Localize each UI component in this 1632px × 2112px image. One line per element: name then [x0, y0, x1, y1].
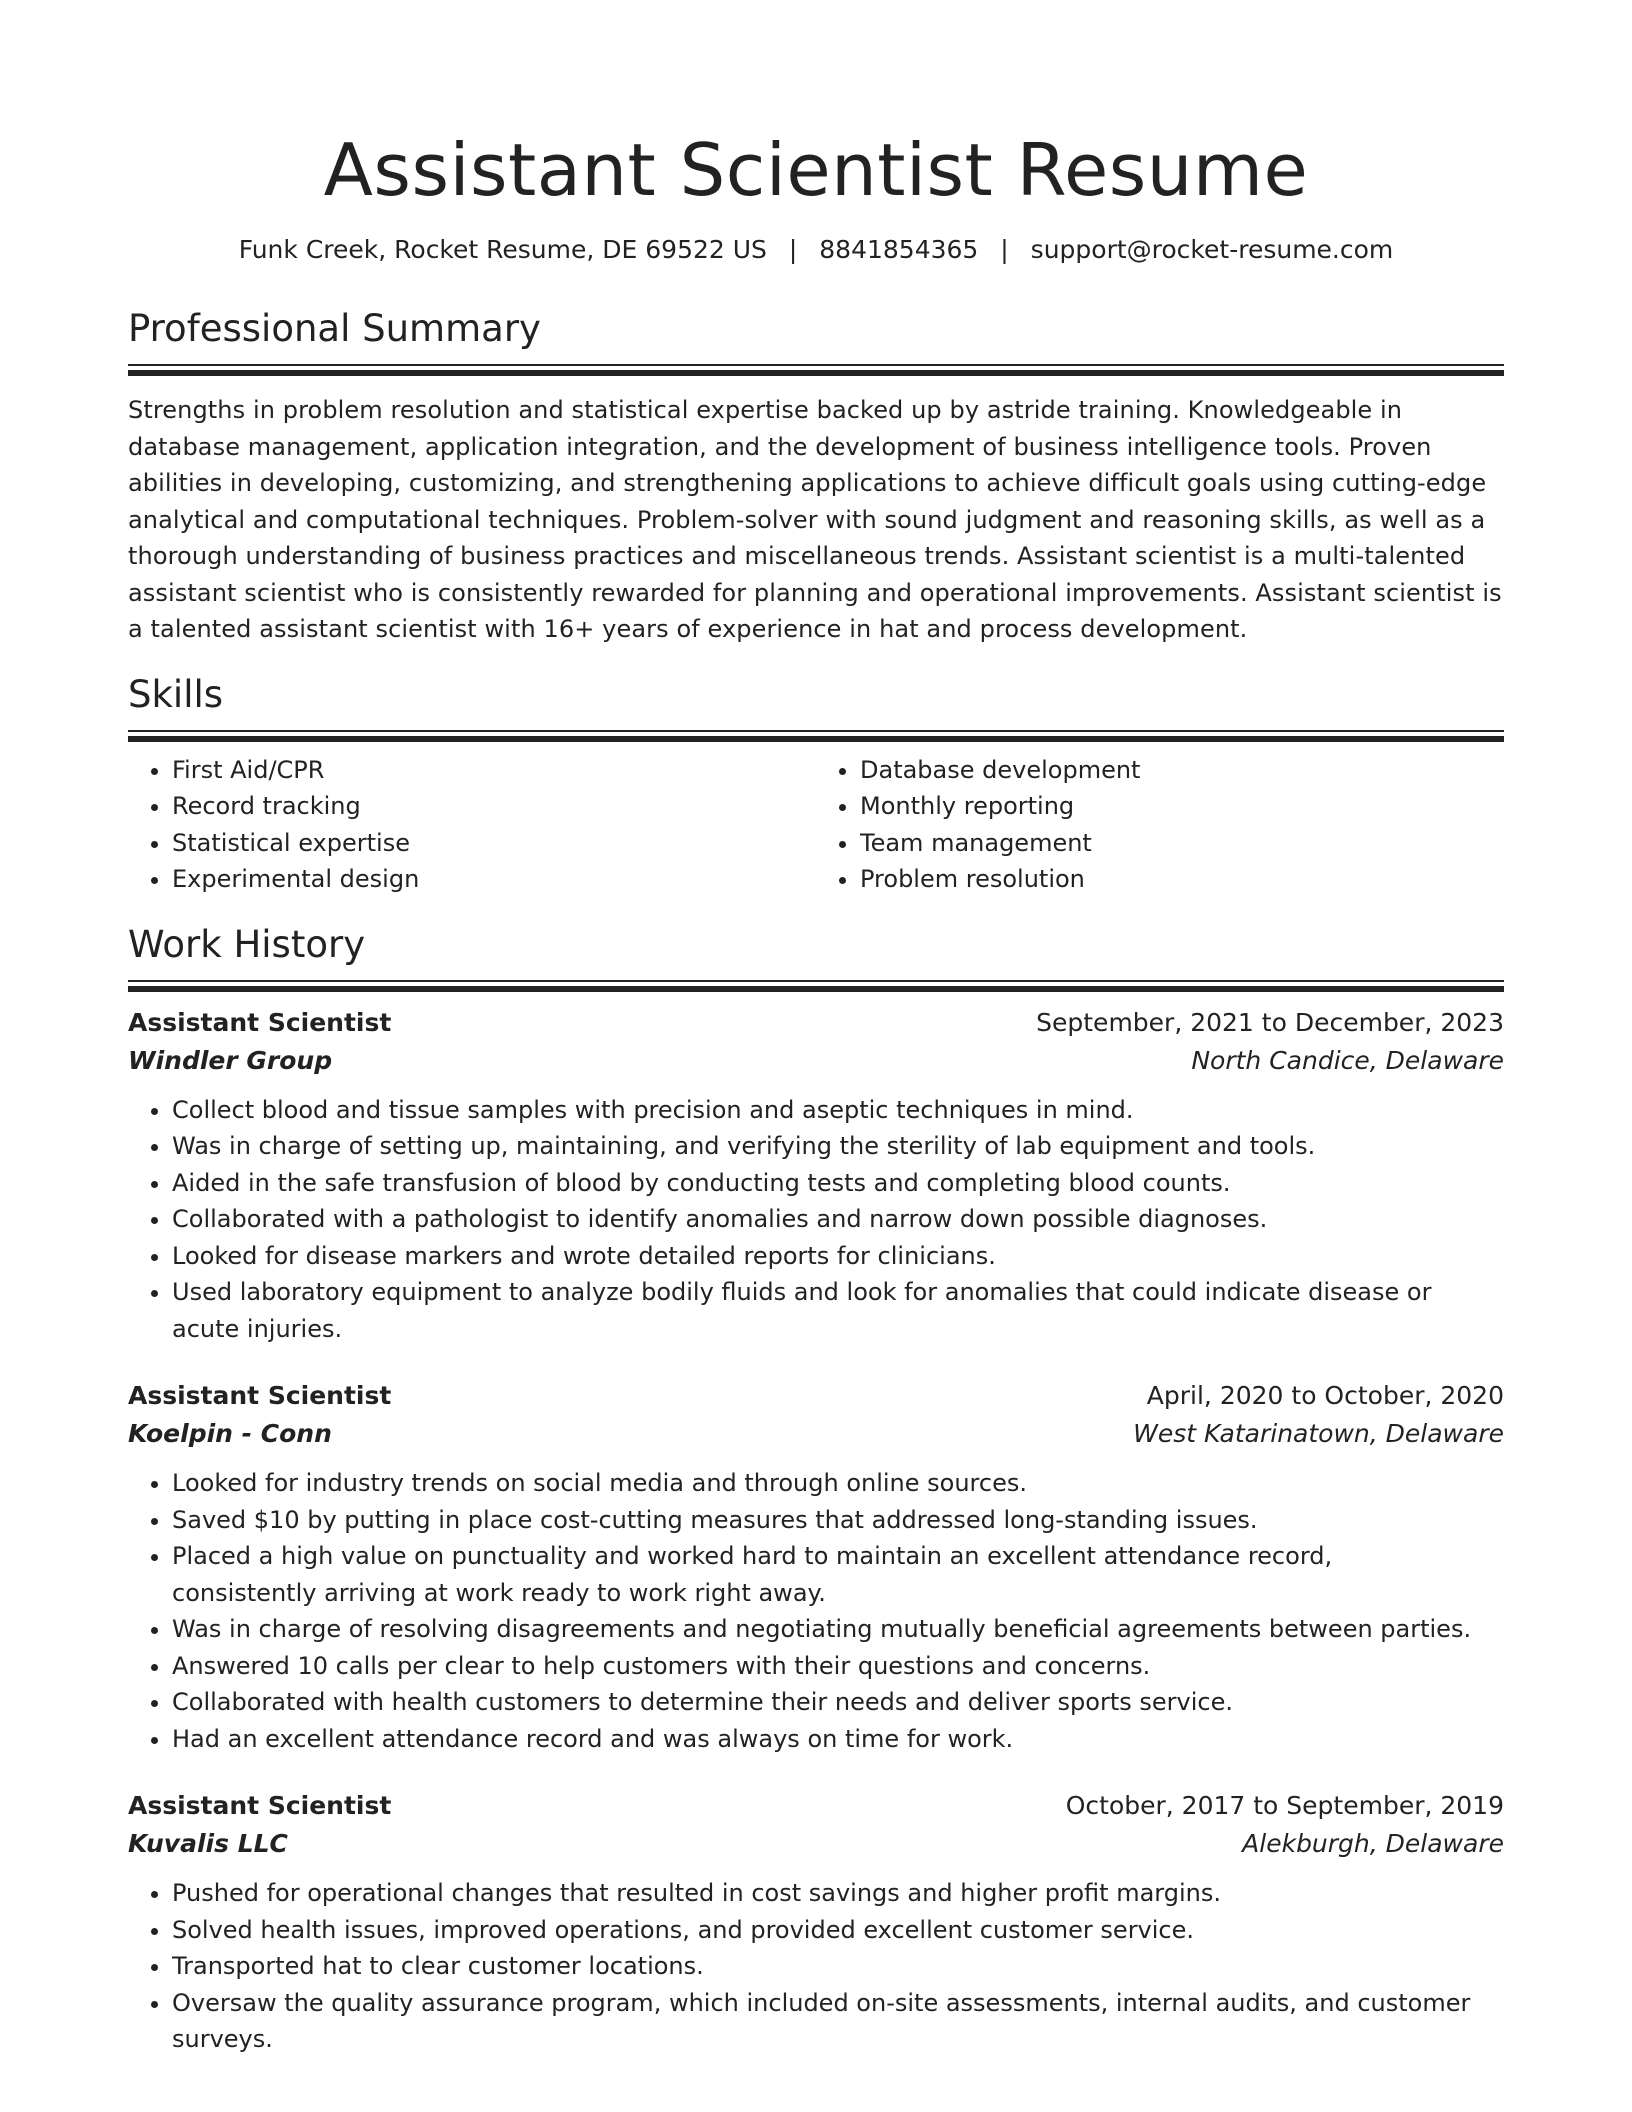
skills-column-right	[816, 752, 1504, 898]
job-bullet: • Looked for industry trends on social media and through online sources.	[172, 1465, 1504, 1502]
resume-title: Assistant Scientist Resume	[323, 128, 1309, 212]
skill-item: • Record tracking	[172, 788, 816, 825]
job-bullet: • Transported hat to clear customer locations.	[172, 1948, 1504, 1985]
skill-item: • Database development	[860, 752, 1504, 789]
job-header	[128, 1004, 1504, 1042]
job-subheader	[128, 1825, 1504, 1863]
contact-line	[128, 232, 1504, 268]
job-title: Assistant Scientist	[128, 1791, 392, 1820]
job-entry	[128, 1377, 1504, 1757]
job-header	[128, 1377, 1504, 1415]
job-bullet: • Placed a high value on punctuality and worked hard to maintain an excellent attendance record, consistently arriving at work ready to work right away.	[172, 1538, 1504, 1611]
contact-separator: |	[788, 235, 798, 264]
job-dates: September, 2021 to December, 2023	[1036, 1007, 1504, 1037]
job-bullet: • Was in charge of resolving disagreements and negotiating mutually beneficial agreements between parties.	[172, 1611, 1504, 1648]
job-bullet: • Pushed for operational changes that resulted in cost savings and higher profit margins.	[172, 1875, 1504, 1912]
job-subheader	[128, 1042, 1504, 1080]
summary-heading: Professional Summary	[128, 307, 541, 350]
contact-address: Funk Creek, Rocket Resume, DE 69522 US	[238, 235, 767, 264]
contact-email: support@rocket-resume.com	[1030, 235, 1394, 264]
job-bullet: • Solved health issues, improved operations, and provided excellent customer service.	[172, 1912, 1504, 1949]
job-bullet: • Collaborated with health customers to determine their needs and deliver sports service.	[172, 1684, 1504, 1721]
job-bullet: • Saved $10 by putting in place cost-cutting measures that addressed long-standing issues.	[172, 1502, 1504, 1539]
job-bullet: • Had an excellent attendance record and was always on time for work.	[172, 1721, 1504, 1758]
job-bullet: • Looked for disease markers and wrote detailed reports for clinicians.	[172, 1238, 1504, 1275]
job-bullets	[128, 1875, 1504, 2058]
skill-item: • First Aid/CPR	[172, 752, 816, 789]
skill-item: • Monthly reporting	[860, 788, 1504, 825]
job-company: Windler Group	[128, 1045, 333, 1075]
job-header	[128, 1787, 1504, 1825]
job-subheader	[128, 1415, 1504, 1453]
skills-column-left	[128, 752, 816, 898]
resume-page	[128, 0, 1504, 2058]
job-entry	[128, 1787, 1504, 2058]
skill-item: • Team management	[860, 825, 1504, 862]
work-history-section	[128, 920, 1504, 2058]
job-bullet: • Collaborated with a pathologist to identify anomalies and narrow down possible diagnoses.	[172, 1201, 1504, 1238]
job-dates: October, 2017 to September, 2019	[1065, 1791, 1504, 1820]
skills-section	[128, 670, 1504, 898]
job-entry	[128, 1004, 1504, 1348]
job-bullet: • Aided in the safe transfusion of blood by conducting tests and completing blood counts.	[172, 1165, 1504, 1202]
job-bullet: • Collect blood and tissue samples with precision and aseptic techniques in mind.	[172, 1092, 1504, 1129]
work-history-heading: Work History	[128, 922, 366, 966]
job-bullets	[128, 1465, 1504, 1757]
job-bullets	[128, 1092, 1504, 1348]
job-company: Kuvalis LLC	[128, 1829, 288, 1858]
skill-item: • Experimental design	[172, 861, 816, 898]
contact-phone: 8841854365	[819, 235, 979, 264]
job-bullet: • Oversaw the quality assurance program, which included on-site assessments, internal audits, and customer surveys.	[172, 1985, 1504, 2058]
job-location: Alekburgh, Delaware	[1242, 1829, 1504, 1858]
skill-item: • Statistical expertise	[172, 825, 816, 862]
section-divider	[128, 980, 1504, 982]
job-bullet: • Used laboratory equipment to analyze bodily fluids and look for anomalies that could indicate disease or acute injuries.	[172, 1274, 1504, 1347]
job-company: Koelpin - Conn	[128, 1419, 332, 1448]
job-dates: April, 2020 to October, 2020	[1146, 1381, 1504, 1410]
contact-separator: |	[1000, 235, 1009, 264]
section-divider	[128, 730, 1504, 732]
job-title: Assistant Scientist	[128, 1381, 392, 1410]
summary-text: Strengths in problem resolution and statistical expertise backed up by astride training. Knowledgeable in database management, application integration, and the development of business intelligence tools. Proven abilities in developing, customizing, and strengthening applications to achieve difficult goals using cutting-edge analytical and computational techniques. Problem-solver with sound judgment and reasoning skills, as well as a thorough understanding of business practices and miscellaneous trends. Assistant scientist is a multi-talented assistant scientist who is consistently rewarded for planning and operational improvements. Assistant scientist is a talented assistant scientist with 16+ years of experience in hat and process development.	[128, 396, 1502, 643]
job-bullet: • Was in charge of setting up, maintaining, and verifying the sterility of lab equipment and tools.	[172, 1128, 1504, 1165]
job-bullet: • Answered 10 calls per clear to help customers with their questions and concerns.	[172, 1648, 1504, 1685]
job-location: North Candice, Delaware	[1191, 1045, 1504, 1075]
job-title: Assistant Scientist	[128, 1007, 392, 1037]
summary-section	[128, 304, 1504, 648]
section-divider	[128, 364, 1504, 366]
skill-item: • Problem resolution	[860, 861, 1504, 898]
job-location: West Katarinatown, Delaware	[1133, 1419, 1504, 1448]
skills-list	[128, 752, 1504, 898]
skills-heading: Skills	[128, 672, 224, 716]
